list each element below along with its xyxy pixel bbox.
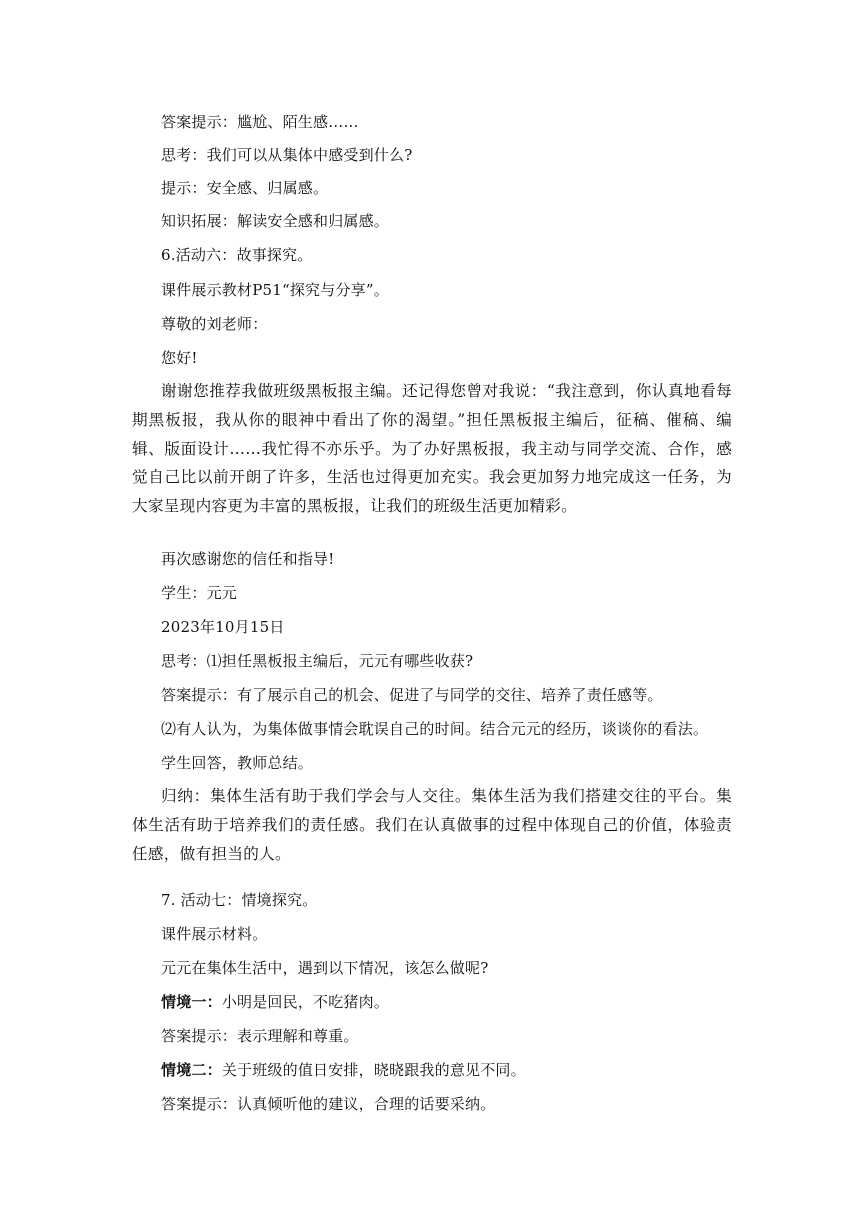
think-question-1: 思考：⑴担任黑板报主编后，元元有哪些收获? xyxy=(161,652,474,670)
letter-greeting: 您好! xyxy=(161,349,198,367)
answer-hint-line: 答案提示：尴尬、陌生感…… xyxy=(161,113,359,131)
knowledge-extension-line: 知识拓展：解读安全感和归属感。 xyxy=(161,212,390,230)
answer-hint-1: 答案提示：有了展示自己的机会、促进了与同学的交往、培养了责任感等。 xyxy=(161,686,663,704)
answer-hint-scenario-two: 答案提示：认真倾听他的建议，合理的话要采纳。 xyxy=(161,1095,496,1113)
letter-salutation: 尊敬的刘老师： xyxy=(161,315,268,333)
letter-signature: 学生：元元 xyxy=(161,584,238,602)
hint-line: 提示：安全感、归属感。 xyxy=(161,179,329,197)
scenario-two-text: 关于班级的值日安排，晓晓跟我的意见不同。 xyxy=(221,1061,526,1079)
scenario-one-label: 情境一： xyxy=(161,993,222,1011)
conclusion-paragraph: 归纳：集体生活有助于我们学会与人交往。集体生活为我们搭建交往的平台。集体生活有助于培养我们的责任感。我们在认真做事的过程中体现自己的价值，体验责任感，做有担当的人。 xyxy=(132,787,732,863)
think-question-line: 思考：我们可以从集体中感受到什么? xyxy=(161,146,413,164)
activity-six-heading: 6.活动六：故事探究。 xyxy=(161,246,313,264)
letter-body-paragraph: 谢谢您推荐我做班级黑板报主编。还记得您曾对我说：“我注意到，你认真地看每期黑板报，我从你的眼神中看出了你的渴望。”担任黑板报主编后，征稿、催稿、编辑、版面设计……我忙得不亦乐乎。为了办好黑板报，我主动与同学交流、合作，感觉自己比以前开朗了许多，生活也过得更加充实。我会更加努力地完成这一任务，为大家呈现内容更为丰富的黑板报，让我们的班级生活更加精彩。 xyxy=(132,382,732,516)
think-question-2: ⑵有人认为，为集体做事情会耽误自己的时间。结合元元的经历，谈谈你的看法。 xyxy=(161,720,709,738)
answer-hint-scenario-one: 答案提示：表示理解和尊重。 xyxy=(161,1027,359,1045)
letter-thanks-line: 再次感谢您的信任和指导! xyxy=(161,550,335,568)
teacher-summary-line: 学生回答，教师总结。 xyxy=(161,754,314,772)
scenario-one-text: 小明是回民，不吃猪肉。 xyxy=(221,993,390,1011)
scenario-two-label: 情境二： xyxy=(161,1061,222,1079)
courseware-line: 课件展示教材P51“探究与分享”。 xyxy=(161,281,389,299)
scenario-question-line: 元元在集体生活中，遇到以下情况，该怎么做呢? xyxy=(161,959,489,977)
scenario-one xyxy=(161,992,389,1012)
courseware-material-line: 课件展示材料。 xyxy=(161,925,268,943)
letter-date: 2023年10月15日 xyxy=(161,618,285,636)
activity-seven-heading: 7. 活动七：情境探究。 xyxy=(161,891,318,909)
scenario-two xyxy=(161,1060,526,1080)
